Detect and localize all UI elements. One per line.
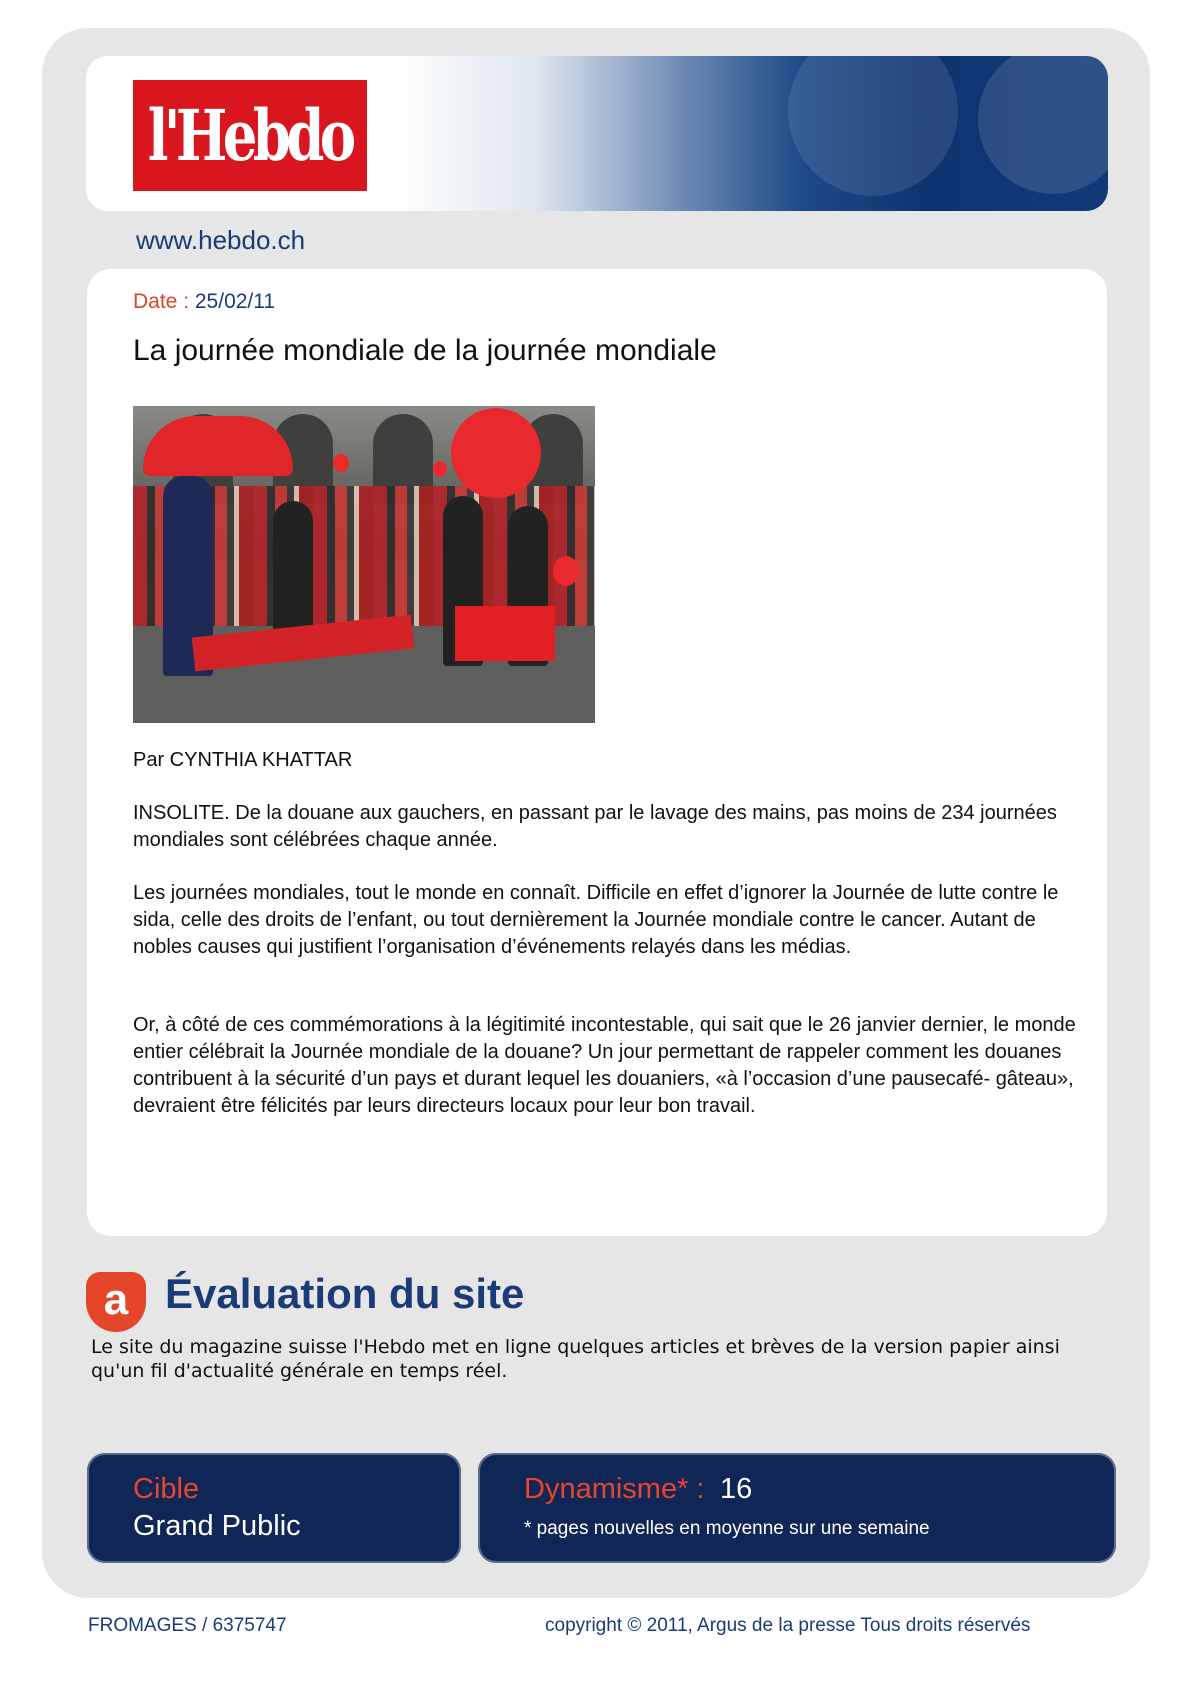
dynamisme-label: Dynamisme* : [524, 1473, 705, 1505]
evaluation-title: Évaluation du site [165, 1270, 525, 1317]
article-paragraph: Les journées mondiales, tout le monde en connaît. Difficile en effet d’ignorer la Journée de lutte contre le sida, celle des droits de l’enfant, ou tout dernièrement la Journée mondiale contre le cancer. Autant de nobles causes qui justifient l’organisation d’événements relayés dans les médias. [133, 882, 1059, 958]
site-url-link[interactable]: www.hebdo.ch [136, 225, 306, 255]
article-paragraph: Or, à côté de ces commémorations à la légitimité incontestable, qui sait que le 26 janvier dernier, le monde entier célébrait la Journée mondiale de la douane? Un jour permettant de rappeler comment les douanes contribuent à la sécurité d’un pays et durant lequel les douaniers, «à l’occasion d’une pausecafé- gâteau», devraient être félicités par leurs directeurs locaux pour leur bon travail. [133, 1014, 1076, 1117]
cible-value: Grand Public [133, 1510, 301, 1542]
dynamisme-box [478, 1453, 1116, 1563]
article-paragraph: INSOLITE. De la douane aux gauchers, en passant par le lavage des mains, pas moins de 234 journées mondiales sont célébrées chaque année. [133, 802, 1057, 851]
article-title: La journée mondiale de la journée mondiale [133, 334, 717, 367]
footer-copyright: copyright © 2011, Argus de la presse Tous droits réservés [545, 1615, 1031, 1636]
cible-label: Cible [133, 1473, 200, 1505]
article-photo [133, 406, 595, 723]
hebdo-logo [131, 78, 369, 193]
footer-reference: FROMAGES / 6375747 [88, 1615, 287, 1636]
argus-icon-letter: a [103, 1275, 129, 1324]
argus-a-icon [86, 1272, 146, 1332]
logo-text: l'Hebdo [148, 94, 352, 177]
dynamisme-note: * pages nouvelles en moyenne sur une semaine [524, 1518, 930, 1539]
article-author: Par CYNTHIA KHATTAR [133, 749, 353, 771]
cible-box [87, 1453, 461, 1563]
date-label: Date : [133, 290, 195, 313]
dynamisme-value: 16 [720, 1473, 753, 1505]
date-value: 25/02/11 [194, 290, 276, 313]
article-date [133, 290, 275, 314]
evaluation-description: Le site du magazine suisse l'Hebdo met en ligne quelques articles et brèves de la version papier ainsi qu'un fil d'actualité générale en temps réel. [91, 1336, 1060, 1382]
